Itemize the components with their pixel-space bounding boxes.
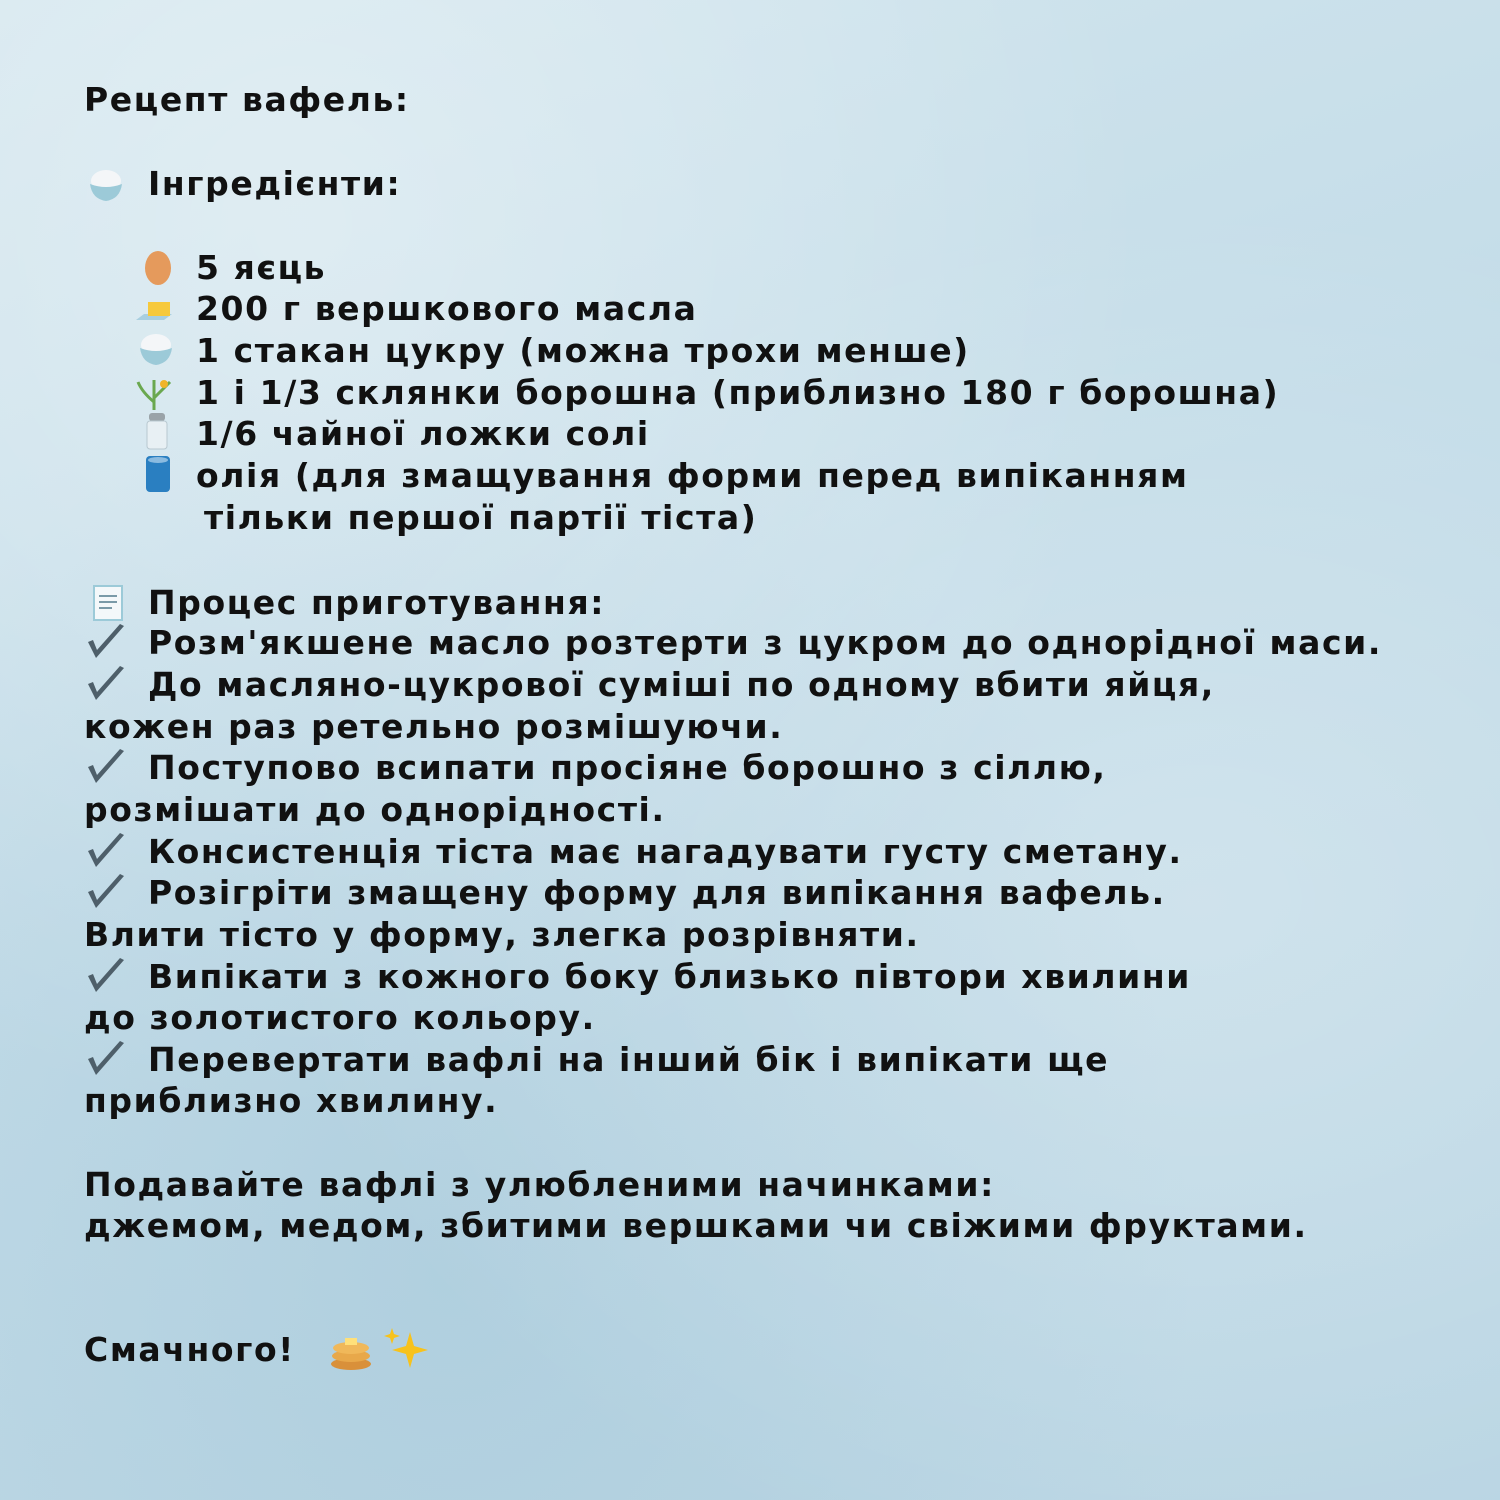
ingredient-item: олія (для змащування форми перед випіканням [196,456,1189,495]
closing-text: Смачного! [84,1330,295,1369]
process-step-continued: розмішати до однорідності. [84,790,666,829]
egg-icon [138,246,178,286]
oil-barrel-icon [138,454,178,494]
butter-icon [134,290,174,330]
rice-bowl-icon [136,330,176,370]
process-step: Розігріти змащену форму для випікання вафель. [148,873,1166,912]
process-step: Поступово всипати просіяне борошно з сіллю, [148,748,1107,787]
ingredient-item-continued: тільки першої партії тіста) [204,498,758,537]
serving-line: Подавайте вафлі з улюбленими начинками: [84,1165,995,1204]
ingredient-item: 5 яєць [196,248,327,287]
check-icon [84,956,128,996]
ingredients-heading: Інгредієнти: [148,164,402,203]
ingredient-item: 200 г вершкового масла [196,289,698,328]
receipt-icon [88,582,128,622]
check-icon [84,622,128,662]
ingredient-item: 1 і 1/3 склянки борошна (приблизно 180 г борошна) [196,373,1280,412]
check-icon [84,1039,128,1079]
ingredient-item: 1 стакан цукру (можна трохи менше) [196,331,970,370]
process-step-continued: до золотистого кольору. [84,998,596,1037]
ingredient-item: 1/6 чайної ложки солі [196,414,650,453]
process-step-continued: Влити тісто у форму, злегка розрівняти. [84,915,920,954]
page-title: Рецепт вафель: [84,80,410,119]
process-step: До масляно-цукрової суміші по одному вбити яйця, [148,665,1215,704]
check-icon [84,664,128,704]
check-icon [84,831,128,871]
salt-shaker-icon [138,410,178,450]
rice-plant-icon [134,372,174,412]
process-step: Розм'якшене масло розтерти з цукром до однорідної маси. [148,623,1382,662]
process-heading: Процес приготування: [148,583,606,622]
process-step-continued: кожен раз ретельно розмішуючи. [84,707,784,746]
process-step: Консистенція тіста має нагадувати густу сметану. [148,832,1183,871]
check-icon [84,747,128,787]
check-icon [84,872,128,912]
pancakes-icon [328,1328,374,1372]
rice-bowl-icon [86,166,126,206]
process-step-continued: приблизно хвилину. [84,1081,499,1120]
process-step: Випікати з кожного боку близько півтори хвилини [148,957,1192,996]
serving-line: джемом, медом, збитими вершками чи свіжими фруктами. [84,1206,1308,1245]
process-step: Перевертати вафлі на інший бік і випікати ще [148,1040,1110,1079]
sparkles-icon [382,1326,430,1372]
